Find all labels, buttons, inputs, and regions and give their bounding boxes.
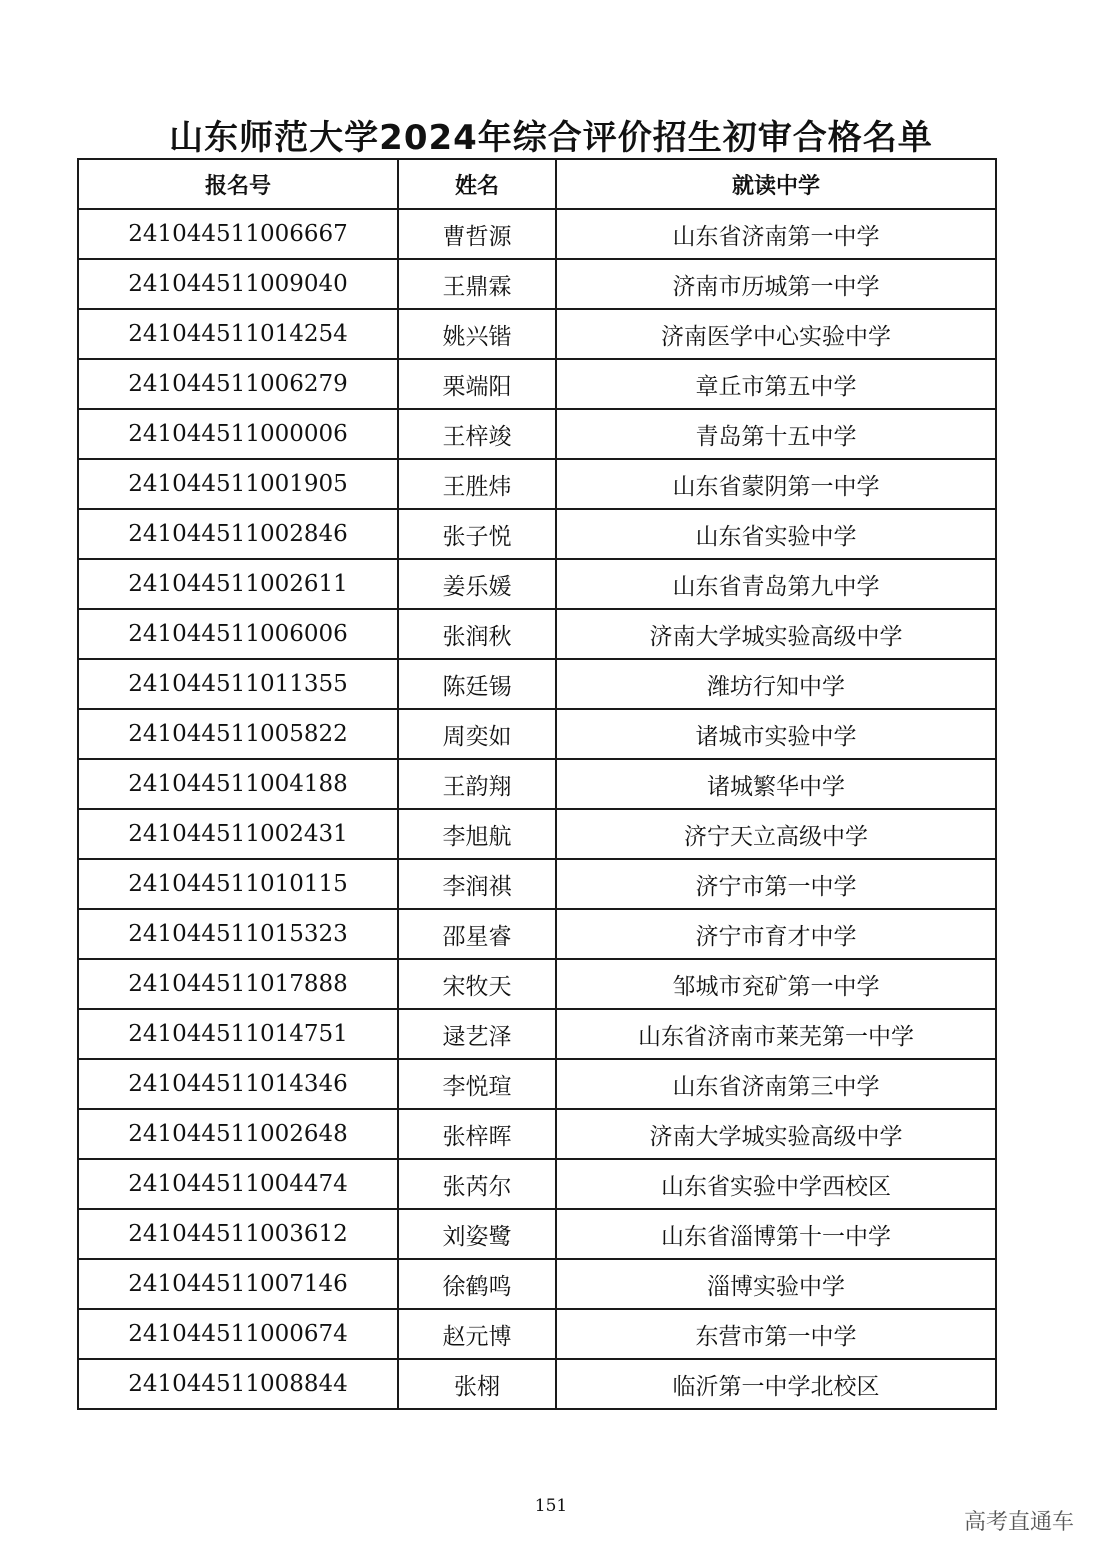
school-cell: 济南市历城第一中学 [556, 259, 996, 309]
name-cell: 李润祺 [398, 859, 556, 909]
table-row [78, 659, 996, 709]
table-row [78, 959, 996, 1009]
school-cell: 山东省济南第一中学 [556, 209, 996, 259]
school-cell: 淄博实验中学 [556, 1259, 996, 1309]
table-header-row [78, 159, 996, 209]
name-cell: 李悦瑄 [398, 1059, 556, 1109]
name-cell: 王鼎霖 [398, 259, 556, 309]
table-row [78, 359, 996, 409]
header-registration-number: 报名号 [78, 159, 398, 209]
table-row [78, 909, 996, 959]
table-row [78, 1009, 996, 1059]
name-cell: 张子悦 [398, 509, 556, 559]
name-cell: 赵元博 [398, 1309, 556, 1359]
registration-number-cell: 241044511015323 [78, 909, 398, 959]
registration-number-cell: 241044511006006 [78, 609, 398, 659]
name-cell: 徐鹤鸣 [398, 1259, 556, 1309]
registration-number-cell: 241044511005822 [78, 709, 398, 759]
registration-number-cell: 241044511011355 [78, 659, 398, 709]
table-row [78, 459, 996, 509]
table-row [78, 1109, 996, 1159]
registration-number-cell: 241044511002846 [78, 509, 398, 559]
table-row [78, 709, 996, 759]
name-cell: 逯艺泽 [398, 1009, 556, 1059]
registration-number-cell: 241044511007146 [78, 1259, 398, 1309]
registration-number-cell: 241044511002648 [78, 1109, 398, 1159]
candidate-table [77, 158, 997, 1410]
registration-number-cell: 241044511001905 [78, 459, 398, 509]
school-cell: 青岛第十五中学 [556, 409, 996, 459]
school-cell: 山东省淄博第十一中学 [556, 1209, 996, 1259]
registration-number-cell: 241044511017888 [78, 959, 398, 1009]
table-row [78, 559, 996, 609]
registration-number-cell: 241044511002431 [78, 809, 398, 859]
name-cell: 王胜炜 [398, 459, 556, 509]
registration-number-cell: 241044511008844 [78, 1359, 398, 1409]
watermark-text: 高考直通车 [963, 1510, 1074, 1535]
school-cell: 潍坊行知中学 [556, 659, 996, 709]
registration-number-cell: 241044511000674 [78, 1309, 398, 1359]
name-cell: 张润秋 [398, 609, 556, 659]
table-row [78, 1359, 996, 1409]
table-row [78, 259, 996, 309]
school-cell: 临沂第一中学北校区 [556, 1359, 996, 1409]
school-cell: 东营市第一中学 [556, 1309, 996, 1359]
school-cell: 山东省蒙阴第一中学 [556, 459, 996, 509]
table-row [78, 759, 996, 809]
school-cell: 济宁市育才中学 [556, 909, 996, 959]
table-row [78, 509, 996, 559]
table-row [78, 1059, 996, 1109]
document-title: 山东师范大学2024年综合评价招生初审合格名单 [169, 118, 933, 158]
name-cell: 宋牧天 [398, 959, 556, 1009]
table-row [78, 209, 996, 259]
registration-number-cell: 241044511006667 [78, 209, 398, 259]
school-cell: 山东省青岛第九中学 [556, 559, 996, 609]
name-cell: 张梓晖 [398, 1109, 556, 1159]
name-cell: 邵星睿 [398, 909, 556, 959]
name-cell: 张芮尔 [398, 1159, 556, 1209]
school-cell: 山东省济南市莱芜第一中学 [556, 1009, 996, 1059]
registration-number-cell: 241044511009040 [78, 259, 398, 309]
name-cell: 王韵翔 [398, 759, 556, 809]
name-cell: 李旭航 [398, 809, 556, 859]
table-row [78, 409, 996, 459]
school-cell: 邹城市兖矿第一中学 [556, 959, 996, 1009]
table-row [78, 809, 996, 859]
school-cell: 诸城繁华中学 [556, 759, 996, 809]
table-row [78, 859, 996, 909]
page-number: 151 [534, 1496, 568, 1516]
school-cell: 山东省济南第三中学 [556, 1059, 996, 1109]
name-cell: 姚兴锴 [398, 309, 556, 359]
school-cell: 济宁市第一中学 [556, 859, 996, 909]
registration-number-cell: 241044511003612 [78, 1209, 398, 1259]
header-name: 姓名 [398, 159, 556, 209]
name-cell: 曹哲源 [398, 209, 556, 259]
table-row [78, 1209, 996, 1259]
name-cell: 张栩 [398, 1359, 556, 1409]
table-row [78, 1259, 996, 1309]
name-cell: 栗端阳 [398, 359, 556, 409]
school-cell: 济宁天立高级中学 [556, 809, 996, 859]
name-cell: 周奕如 [398, 709, 556, 759]
school-cell: 章丘市第五中学 [556, 359, 996, 409]
registration-number-cell: 241044511004474 [78, 1159, 398, 1209]
registration-number-cell: 241044511014346 [78, 1059, 398, 1109]
registration-number-cell: 241044511000006 [78, 409, 398, 459]
table-body [78, 209, 996, 1409]
school-cell: 山东省实验中学西校区 [556, 1159, 996, 1209]
school-cell: 济南大学城实验高级中学 [556, 609, 996, 659]
registration-number-cell: 241044511014751 [78, 1009, 398, 1059]
name-cell: 王梓竣 [398, 409, 556, 459]
table-row [78, 609, 996, 659]
school-cell: 诸城市实验中学 [556, 709, 996, 759]
school-cell: 济南大学城实验高级中学 [556, 1109, 996, 1159]
school-cell: 山东省实验中学 [556, 509, 996, 559]
name-cell: 陈廷锡 [398, 659, 556, 709]
registration-number-cell: 241044511014254 [78, 309, 398, 359]
table-row [78, 1309, 996, 1359]
table-row [78, 309, 996, 359]
registration-number-cell: 241044511010115 [78, 859, 398, 909]
registration-number-cell: 241044511006279 [78, 359, 398, 409]
registration-number-cell: 241044511004188 [78, 759, 398, 809]
name-cell: 姜乐媛 [398, 559, 556, 609]
table-row [78, 1159, 996, 1209]
header-school: 就读中学 [556, 159, 996, 209]
registration-number-cell: 241044511002611 [78, 559, 398, 609]
school-cell: 济南医学中心实验中学 [556, 309, 996, 359]
name-cell: 刘姿鹭 [398, 1209, 556, 1259]
